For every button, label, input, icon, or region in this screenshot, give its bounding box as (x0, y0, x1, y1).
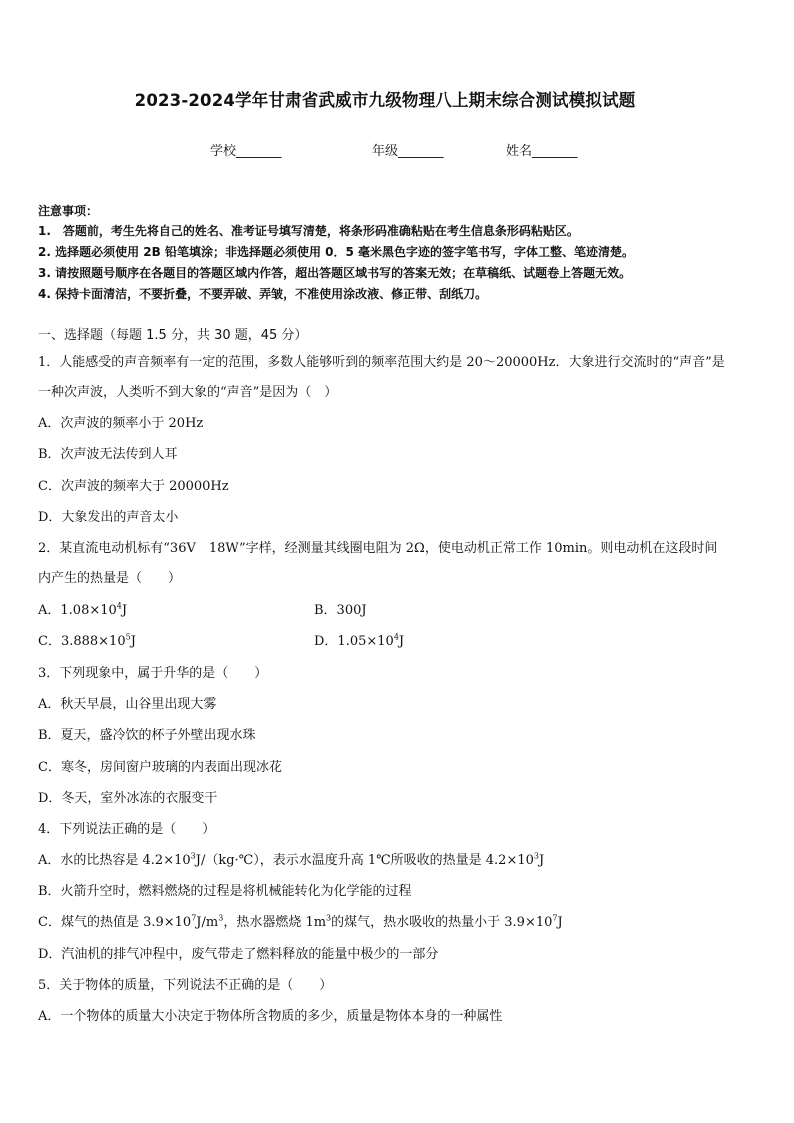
q2-option-a: A．$1.08\times 10^4J$ (38, 601, 128, 618)
q2-option-d: D．$1.05\times 10^4J$ (314, 632, 405, 649)
notice-item: 1. 答题前，考生先将自己的姓名、准考证号填写清楚，将条形码准确粘贴在考生信息条形码粘贴区。 (38, 224, 579, 238)
question-1-stem: 1．人能感受的声音频率有一定的范围，多数人能够听到的频率范围大约是 20～20000Hz．大象进行交流时的“声音”是 (38, 355, 725, 370)
q4-option-a: A．水的比热容是 $4.2\times 10^3J/(kg\cdot℃)$，表示水温度升高 1℃所吸收的热量是 $4.2\times 10^3J$ (38, 851, 545, 868)
q3-option-d: D．冬天，室外冰冻的衣服变干 (38, 791, 218, 806)
question-1-stem-cont: 一种次声波，人类听不到大象的“声音”是因为（ ） (38, 385, 338, 400)
question-4-stem: 4．下列说法正确的是（ ） (38, 822, 216, 837)
q3-option-c: C．寒冬，房间窗户玻璃的内表面出现冰花 (38, 760, 282, 775)
q3-option-b: B．夏天，盛冷饮的杯子外壁出现水珠 (38, 728, 256, 743)
notice-item: 2. 选择题必须使用 2B 铅笔填涂；非选择题必须使用 0．5 毫米黑色字迹的签字笔书写，字体工整、笔迹清楚。 (38, 245, 634, 259)
q1-option-b: B．次声波无法传到人耳 (38, 447, 178, 462)
question-3-stem: 3．下列现象中，属于升华的是（ ） (38, 666, 268, 681)
q1-option-d: D．大象发出的声音太小 (38, 510, 179, 525)
question-5-stem: 5．关于物体的质量，下列说法不正确的是（ ） (38, 978, 333, 993)
q1-option-a: A．次声波的频率小于 20Hz (38, 416, 204, 431)
q1-option-c: C．次声波的频率大于 20000Hz (38, 479, 229, 494)
name-field: 姓名_______ (506, 144, 578, 159)
q2-option-b: B．300J (314, 603, 367, 618)
q4-option-c: C．煤气的热值是 $3.9\times 10^7J/m^3$，热水器燃烧 $1m^3$的煤气，热水吸收的热量小于 $3.9\times 10^7J$ (38, 913, 563, 930)
q3-option-a: A．秋天早晨，山谷里出现大雾 (38, 697, 217, 712)
notice-heading: 注意事项： (38, 204, 99, 218)
question-2-stem: 2．某直流电动机标有“36V 18W”字样，经测量其线圈电阻为 2Ω，使电动机正常工作 10min。则电动机在这段时间 (38, 541, 718, 556)
section-heading: 一、选择题（每题 1.5 分，共 30 题，45 分） (38, 328, 308, 343)
q2-option-c: C．$3.888\times 10^5J$ (38, 632, 136, 649)
notice-item: 3. 请按照题号顺序在各题目的答题区域内作答，超出答题区域书写的答案无效；在草稿纸、试题卷上答题无效。 (38, 266, 632, 280)
notice-item: 4. 保持卡面清洁，不要折叠，不要弄破、弄皱，不准使用涂改液、修正带、刮纸刀。 (38, 287, 488, 301)
q5-option-a: A．一个物体的质量大小决定于物体所含物质的多少，质量是物体本身的一种属性 (38, 1009, 503, 1024)
grade-field: 年级_______ (372, 144, 444, 159)
school-field: 学校_______ (210, 144, 282, 159)
q4-option-b: B．火箭升空时，燃料燃烧的过程是将机械能转化为化学能的过程 (38, 884, 412, 899)
q4-option-d: D．汽油机的排气冲程中，废气带走了燃料释放的能量中极少的一部分 (38, 947, 439, 962)
exam-title: 2023-2024学年甘肃省武威市九级物理八上期末综合测试模拟试题 (134, 91, 636, 111)
question-2-stem-cont: 内产生的热量是（ ） (38, 571, 182, 586)
